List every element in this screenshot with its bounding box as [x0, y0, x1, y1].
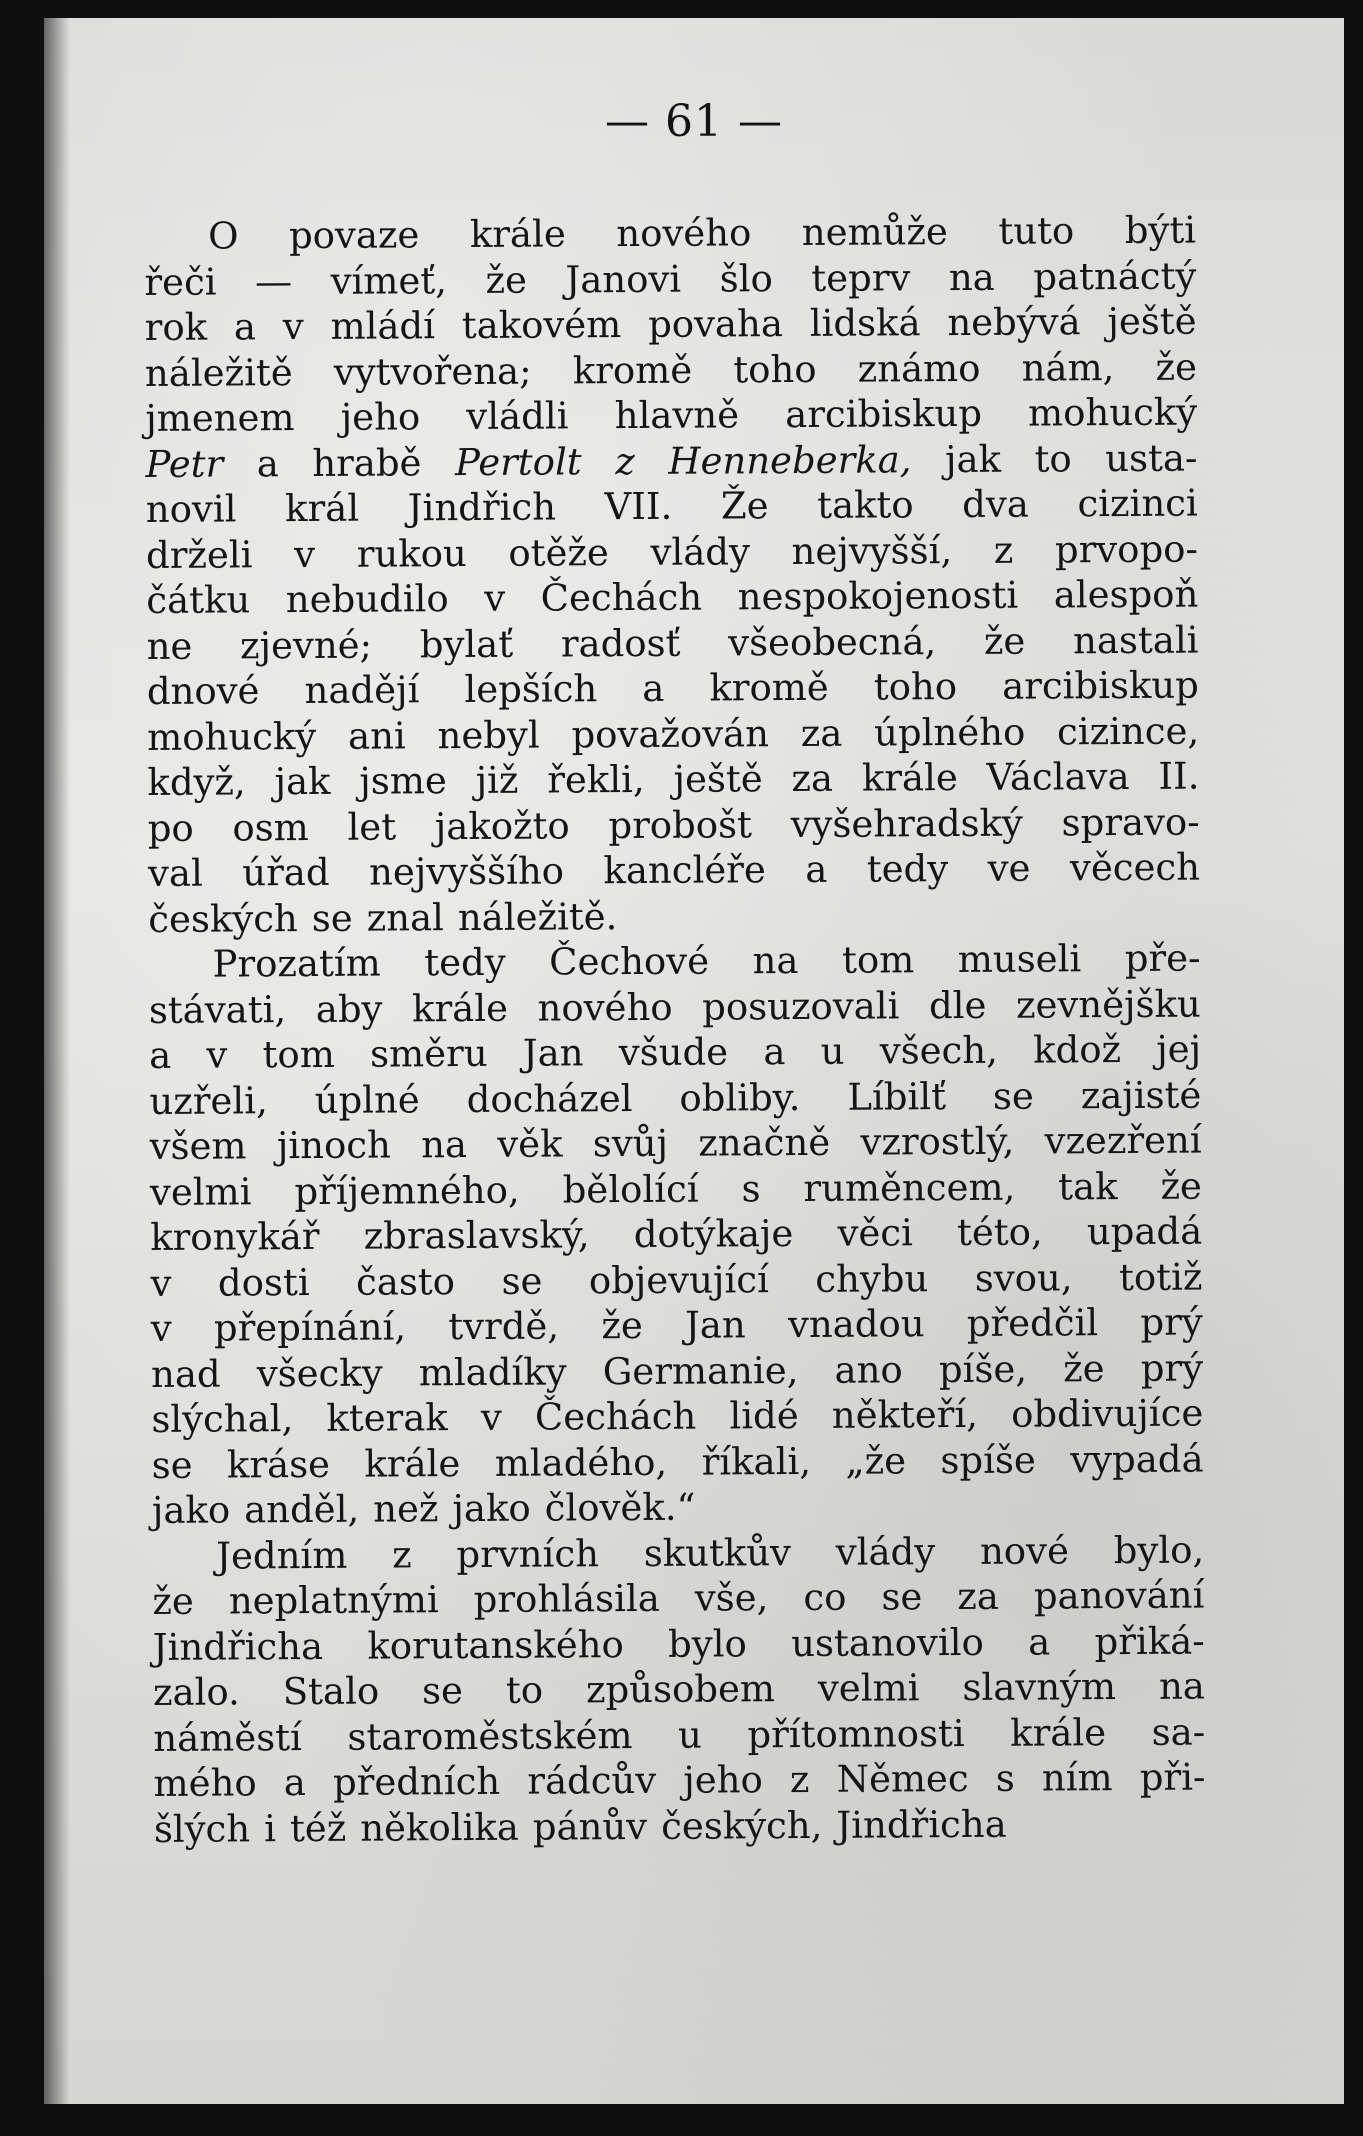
text-line: nad všecky mladíky Germanie, ano píše, že prý: [150, 1346, 1204, 1396]
text-line: drželi v rukou otěže vlády nejvyšší, z prvopo-: [145, 527, 1199, 577]
text-line: val úřad nejvyššího kancléře a tedy ve věcech: [147, 845, 1201, 895]
text-line: českých se znal náležitě.: [148, 894, 618, 941]
text-line: Jedním z prvních skutkův vlády nové bylo,: [216, 1528, 1205, 1578]
text-line: slýchal, kterak v Čechách lidé někteří, obdivujíce: [151, 1391, 1204, 1441]
text-line: Prozatím tedy Čechové na tom museli pře-: [212, 936, 1201, 986]
text-line: všem jinoch na věk svůj značně vzrostlý, vzezření: [149, 1118, 1202, 1168]
book-page: [44, 18, 1344, 2104]
page-gutter-shadow: [44, 18, 70, 2104]
text-line: novil král Jindřich VII. Že takto dva cizinci: [145, 481, 1198, 531]
text-line: jako anděl, než jako člověk.“: [151, 1485, 696, 1532]
text-line: náležitě vytvořena; kromě toho známo nám, že: [144, 345, 1198, 395]
text-line: mohucký ani nebyl považován za úplného cizince,: [147, 709, 1200, 759]
text-line: dnové nadějí lepších a kromě toho arcibiskup: [146, 663, 1200, 713]
text-line: Petr a hrabě Pertolt z Henneberka, jak to usta-: [145, 436, 1198, 486]
text-line: mého a předních rádcův jeho z Němec s ním při-: [153, 1755, 1206, 1805]
text-line: Jindřicha korutanského bylo ustanovilo a přiká-: [152, 1619, 1205, 1669]
text-line: velmi příjemného, bělolící s ruměncem, tak že: [149, 1164, 1203, 1214]
text-line: řeči — vímeť, že Janovi šlo teprv na patnáctý: [144, 254, 1197, 304]
text-line: a v tom směru Jan všude a u všech, kdož jej: [149, 1027, 1202, 1077]
text-line: kronykář zbraslavský, dotýkaje věci této, upadá: [150, 1209, 1203, 1259]
text-line: jmenem jeho vládli hlavně arcibiskup mohucký: [145, 390, 1198, 440]
text-line: se kráse krále mladého, říkali, „že spíše vypadá: [151, 1437, 1204, 1487]
text-line: když, jak jsme již řekli, ještě za krále Václava II.: [147, 754, 1200, 804]
text-line: čátku nebudilo v Čechách nespokojenosti alespoň: [146, 572, 1199, 622]
text-line: stávati, aby krále nového posuzovali dle zevnějšku: [148, 982, 1201, 1032]
text-line: uzřeli, úplné docházel obliby. Líbilť se zajisté: [149, 1073, 1202, 1123]
text-line: šlých i též několika pánův českých, Jindřicha: [153, 1802, 1007, 1851]
text-line: O povaze krále nového nemůže tuto býti: [208, 208, 1197, 258]
page-number: — 61 —: [605, 96, 783, 147]
text-line: rok a v mládí takovém povaha lidská nebývá ještě: [144, 299, 1197, 349]
paragraph: [148, 936, 1204, 1534]
text-line: ne zjevné; bylať radosť všeobecná, že nastali: [146, 618, 1199, 668]
paragraph: [152, 1527, 1206, 1852]
text-line: v dosti často se objevující chybu svou, totiž: [150, 1255, 1203, 1305]
text-line: náměstí staroměstském u přítomnosti krále sa-: [153, 1710, 1206, 1760]
paragraph: [144, 208, 1200, 942]
text-line: po osm let jakožto probošt vyšehradský spravo-: [147, 800, 1200, 850]
body-text: [144, 208, 1206, 1852]
text-line: že neplatnými prohlásila vše, co se za panování: [152, 1573, 1205, 1623]
text-line: v přepínání, tvrdě, že Jan vnadou předčil prý: [150, 1300, 1203, 1350]
text-line: zalo. Stalo se to způsobem velmi slavným na: [152, 1664, 1206, 1714]
